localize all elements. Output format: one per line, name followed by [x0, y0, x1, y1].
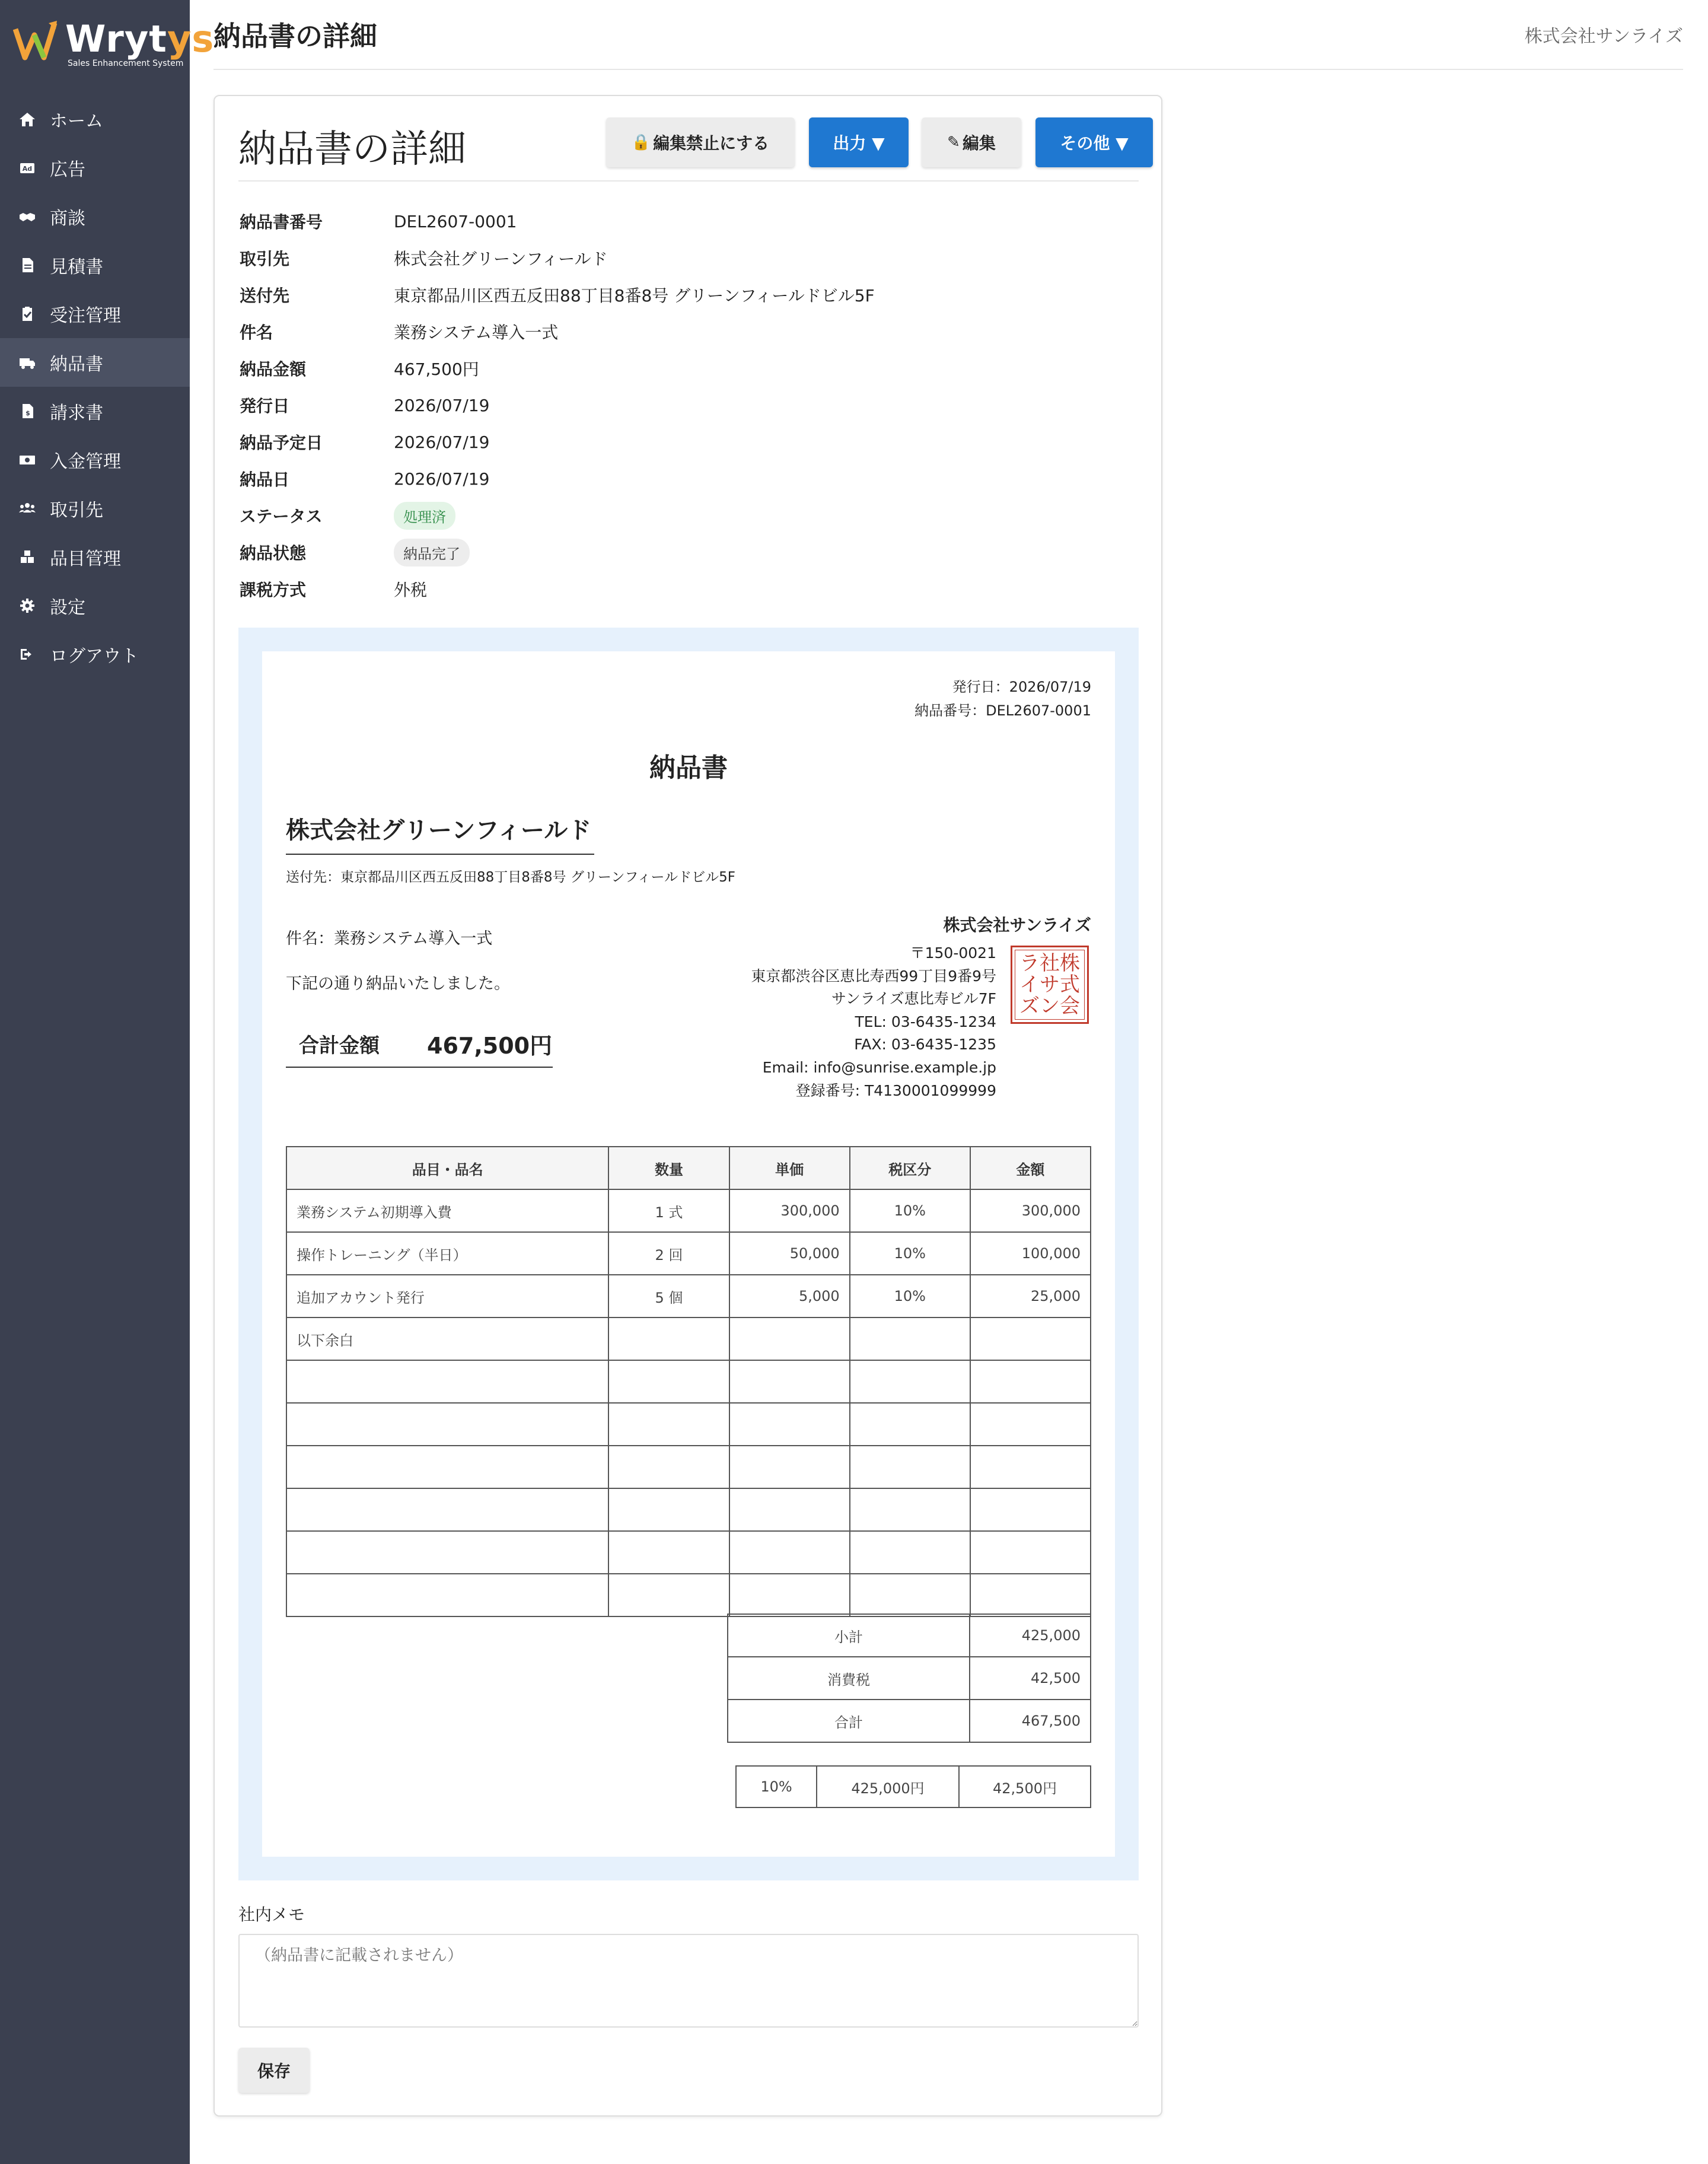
- sidebar-item-7[interactable]: [0, 435, 190, 484]
- info-row: [240, 313, 875, 350]
- sidebar-item-label: 商談: [50, 208, 85, 229]
- table-cell: 操作トレーニング（半日）: [286, 1232, 608, 1275]
- sidebar-item-2[interactable]: [0, 192, 190, 241]
- sidebar-item-5[interactable]: [0, 338, 190, 387]
- table-cell: 業務システム初期導入費: [286, 1189, 608, 1232]
- logo-name: Wrytys: [65, 17, 215, 61]
- sidebar-item-label: 見積書: [50, 257, 103, 278]
- table-row: [286, 1531, 1091, 1574]
- seal-text: 株 式 会 社 サ ン ラ イ ズ: [1015, 950, 1085, 1020]
- table-cell: [608, 1446, 729, 1488]
- logo-w-icon: [13, 17, 60, 65]
- truck-icon: [17, 354, 38, 371]
- totals-label: 小計: [728, 1614, 970, 1657]
- totals-row: [728, 1657, 1091, 1700]
- logo[interactable]: [0, 0, 215, 89]
- table-cell: 50,000: [729, 1232, 850, 1275]
- table-cell: [286, 1488, 608, 1531]
- table-cell: [850, 1318, 970, 1360]
- svg-text:$: $: [26, 409, 30, 417]
- edit-button[interactable]: ✎ 編集: [922, 117, 1021, 167]
- sender-line: TEL: 03-6435-1234: [855, 1013, 996, 1030]
- table-cell: [286, 1531, 608, 1574]
- doc-greeting: 下記の通り納品いたしました。: [286, 975, 510, 993]
- table-row: [286, 1446, 1091, 1488]
- tax-summary-table: [735, 1765, 1091, 1808]
- gear-icon: [17, 597, 38, 615]
- table-cell: [729, 1488, 850, 1531]
- column-header: 金額: [970, 1147, 1091, 1189]
- table-row: [286, 1318, 1091, 1360]
- column-header: 品目・品名: [286, 1147, 608, 1189]
- table-cell: [970, 1318, 1091, 1360]
- doc-total-label: 合計金額: [299, 1033, 380, 1058]
- sidebar-item-9[interactable]: [0, 533, 190, 581]
- clipboard-check-icon: [17, 305, 38, 323]
- info-value: 2026/07/19: [394, 395, 490, 415]
- table-cell: [608, 1531, 729, 1574]
- company-seal: [1011, 946, 1089, 1024]
- svg-text:Ad: Ad: [22, 165, 33, 173]
- table-cell: [970, 1574, 1091, 1616]
- table-cell: [850, 1574, 970, 1616]
- doc-number: 納品番号：DEL2607-0001: [914, 702, 1091, 719]
- sidebar: [0, 0, 215, 2164]
- column-header: 税区分: [850, 1147, 970, 1189]
- table-cell: 300,000: [729, 1189, 850, 1232]
- totals-value: 425,000: [970, 1614, 1091, 1657]
- status-badge: 処理済: [394, 502, 455, 530]
- table-cell: [970, 1446, 1091, 1488]
- info-value: 467,500円: [394, 359, 479, 379]
- totals-label: 合計: [728, 1700, 970, 1742]
- info-value: 業務システム導入一式: [394, 323, 559, 342]
- save-button[interactable]: 保存: [238, 2048, 310, 2093]
- doc-ship-to: 送付先：東京都品川区西五反田88丁目8番8号 グリーンフィールドビル5F: [286, 870, 735, 885]
- sidebar-item-3[interactable]: [0, 241, 190, 289]
- totals-value: 42,500: [970, 1657, 1091, 1700]
- table-cell: 追加アカウント発行: [286, 1275, 608, 1318]
- table-cell: 2 回: [608, 1232, 729, 1275]
- table-header-row: [286, 1147, 1091, 1189]
- doc-sender: [735, 912, 1091, 1099]
- logo-mark: [13, 17, 60, 72]
- table-row: [286, 1189, 1091, 1232]
- sidebar-item-label: ログアウト: [50, 646, 139, 667]
- info-label: ステータス: [240, 507, 323, 526]
- ad-icon: [17, 159, 38, 177]
- table-cell: 300,000: [970, 1189, 1091, 1232]
- table-cell: [729, 1360, 850, 1403]
- info-label: 納品日: [240, 470, 290, 489]
- table-row: [286, 1360, 1091, 1403]
- document-preview: [238, 628, 1139, 1880]
- table-cell: 1 式: [608, 1189, 729, 1232]
- tax-rate: 10%: [736, 1766, 817, 1807]
- doc-client: 株式会社グリーンフィールド: [286, 812, 594, 855]
- tax-base: 425,000円: [817, 1766, 959, 1807]
- memo-input[interactable]: [238, 1934, 1139, 2028]
- sidebar-item-label: 請求書: [50, 403, 103, 424]
- table-cell: [608, 1488, 729, 1531]
- lock-icon: 🔒: [631, 133, 651, 151]
- info-row: [240, 350, 875, 387]
- sender-line: サンライズ恵比寿ビル7F: [831, 990, 996, 1008]
- info-label: 件名: [240, 323, 273, 342]
- table-row: [286, 1574, 1091, 1616]
- sender-line: 東京都渋谷区恵比寿西99丁目9番9号: [751, 967, 996, 985]
- logout-icon: [17, 645, 38, 663]
- table-cell: [608, 1403, 729, 1446]
- totals-row: [728, 1700, 1091, 1742]
- users-icon: [17, 499, 38, 517]
- table-cell: [608, 1574, 729, 1616]
- table-cell: [608, 1318, 729, 1360]
- boxes-icon: [17, 548, 38, 566]
- sidebar-item-label: 取引先: [50, 500, 103, 521]
- doc-title: 納品書: [649, 753, 728, 783]
- table-cell: 10%: [850, 1189, 970, 1232]
- lock-edit-button[interactable]: 🔒 編集禁止にする: [606, 117, 795, 167]
- delivery-note-paper: [262, 651, 1115, 1857]
- table-cell: [729, 1403, 850, 1446]
- memo-label: 社内メモ: [238, 1905, 305, 1924]
- info-row: [240, 460, 875, 497]
- info-value: 2026/07/19: [394, 469, 490, 489]
- info-value: 株式会社グリーンフィールド: [394, 249, 608, 269]
- table-cell: 5,000: [729, 1275, 850, 1318]
- sidebar-item-label: 品目管理: [50, 549, 121, 569]
- sender-name: 株式会社サンライズ: [943, 915, 1091, 935]
- page-title: 納品書の詳細: [214, 20, 377, 52]
- table-cell: [850, 1531, 970, 1574]
- info-row: [240, 571, 875, 607]
- totals-row: [728, 1614, 1091, 1657]
- table-cell: [850, 1488, 970, 1531]
- table-cell: 10%: [850, 1275, 970, 1318]
- tax-amount: 42,500円: [959, 1766, 1091, 1807]
- table-cell: 25,000: [970, 1275, 1091, 1318]
- sender-line: FAX: 03-6435-1235: [854, 1036, 996, 1054]
- table-row: [286, 1403, 1091, 1446]
- table-cell: [970, 1403, 1091, 1446]
- table-cell: [850, 1403, 970, 1446]
- table-row: [286, 1488, 1091, 1531]
- document-icon: [17, 256, 38, 274]
- table-cell: [286, 1446, 608, 1488]
- info-row: [240, 497, 875, 534]
- table-cell: [286, 1403, 608, 1446]
- home-icon: [17, 110, 38, 128]
- info-label: 課税方式: [240, 580, 307, 600]
- logo-tagline: Sales Enhancement System: [68, 59, 184, 68]
- table-row: [286, 1275, 1091, 1318]
- table-cell: [729, 1446, 850, 1488]
- totals-label: 消費税: [728, 1657, 970, 1700]
- table-cell: [729, 1531, 850, 1574]
- page-header: [214, 0, 1683, 70]
- table-cell: 100,000: [970, 1232, 1091, 1275]
- sidebar-item-6[interactable]: [0, 387, 190, 435]
- delivery-detail-card: [214, 95, 1162, 2117]
- info-label: 発行日: [240, 396, 290, 416]
- money-icon: [17, 451, 38, 469]
- more-button[interactable]: その他 ▼: [1035, 117, 1153, 167]
- tax-summary-row: [736, 1766, 1091, 1807]
- info-row: [240, 534, 875, 571]
- table-cell: 10%: [850, 1232, 970, 1275]
- info-row: [240, 424, 875, 460]
- card-title: 納品書の詳細: [238, 128, 466, 171]
- invoice-icon: [17, 402, 38, 420]
- table-cell: [729, 1574, 850, 1616]
- table-cell: [970, 1360, 1091, 1403]
- column-header: 数量: [608, 1147, 729, 1189]
- info-list: [240, 203, 875, 607]
- sidebar-item-10[interactable]: [0, 581, 190, 630]
- info-value: 2026/07/19: [394, 432, 490, 452]
- sidebar-item-1[interactable]: [0, 144, 190, 192]
- items-table: [286, 1146, 1091, 1617]
- card-header: [238, 119, 1139, 182]
- info-value: 東京都品川区西五反田88丁目8番8号 グリーンフィールドビル5F: [394, 286, 875, 305]
- info-row: [240, 387, 875, 424]
- sidebar-item-11[interactable]: [0, 630, 190, 679]
- info-value: 外税: [394, 580, 428, 600]
- doc-total-value: 467,500円: [427, 1032, 553, 1059]
- info-label: 送付先: [240, 286, 290, 305]
- info-label: 取引先: [240, 249, 290, 269]
- sidebar-item-label: ホーム: [50, 111, 103, 132]
- table-row: [286, 1232, 1091, 1275]
- sidebar-nav: [0, 95, 190, 679]
- doc-issue-date: 発行日：2026/07/19: [952, 679, 1091, 695]
- doc-meta: [914, 675, 1091, 723]
- info-label: 納品予定日: [240, 433, 323, 453]
- totals-table: [727, 1614, 1091, 1743]
- table-cell: [850, 1360, 970, 1403]
- table-cell: [970, 1488, 1091, 1531]
- sidebar-item-label: 設定: [50, 597, 85, 618]
- sidebar-item-4[interactable]: [0, 289, 190, 338]
- output-button[interactable]: 出力 ▼: [809, 117, 909, 167]
- current-company: 株式会社サンライズ: [1524, 26, 1683, 47]
- info-row: [240, 276, 875, 313]
- sidebar-item-0[interactable]: [0, 95, 190, 144]
- info-label: 納品書番号: [240, 212, 323, 232]
- info-row: [240, 203, 875, 240]
- handshake-icon: [17, 208, 38, 225]
- table-cell: [729, 1318, 850, 1360]
- table-cell: [608, 1360, 729, 1403]
- table-cell: 以下余白: [286, 1318, 608, 1360]
- sidebar-item-label: 受注管理: [50, 305, 121, 326]
- info-label: 納品状態: [240, 543, 307, 563]
- sidebar-item-label: 納品書: [50, 354, 103, 375]
- sidebar-item-label: 広告: [50, 160, 85, 180]
- sender-line: 登録番号: T4130001099999: [795, 1081, 996, 1099]
- info-label: 納品金額: [240, 359, 307, 379]
- sender-line: 〒150-0021: [910, 944, 996, 962]
- table-cell: [970, 1531, 1091, 1574]
- pencil-icon: ✎: [947, 133, 960, 151]
- column-header: 単価: [729, 1147, 850, 1189]
- info-value: DEL2607-0001: [394, 211, 517, 231]
- sender-line: Email: info@sunrise.example.jp: [762, 1058, 996, 1076]
- sidebar-item-label: 入金管理: [50, 451, 121, 472]
- sender-address: [751, 942, 996, 1102]
- doc-subject: 件名：業務システム導入一式: [286, 930, 493, 948]
- table-cell: [286, 1360, 608, 1403]
- table-cell: [286, 1574, 608, 1616]
- totals-value: 467,500: [970, 1700, 1091, 1742]
- status-badge: 納品完了: [394, 539, 470, 567]
- info-row: [240, 240, 875, 276]
- sidebar-item-8[interactable]: [0, 484, 190, 533]
- table-cell: 5 個: [608, 1275, 729, 1318]
- table-cell: [850, 1446, 970, 1488]
- doc-total: [286, 1020, 553, 1068]
